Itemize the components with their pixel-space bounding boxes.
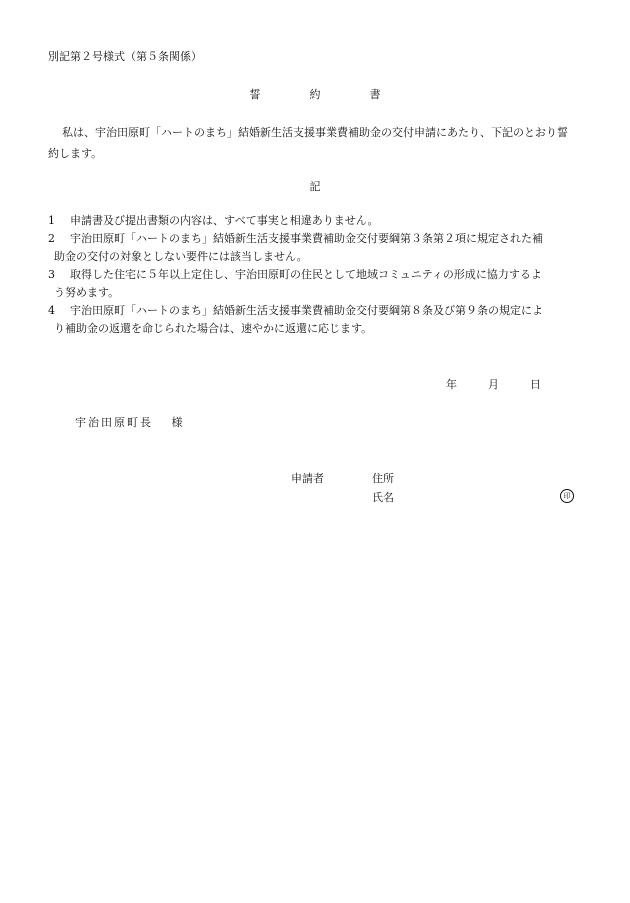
list-item (48, 212, 578, 230)
item-text-continued: り補助金の返還を命じられた場合は、速やかに返還に応じます。 (54, 322, 373, 335)
item-number: 1 (48, 214, 55, 227)
date-month: 月 (488, 378, 499, 391)
item-number: 3 (48, 268, 55, 281)
date-day: 日 (530, 378, 541, 391)
applicant-label: 申請者 (291, 472, 324, 485)
date-year: 年 (446, 378, 457, 391)
item-text: 申請書及び提出書類の内容は、すべて事実と相違ありません。 (70, 214, 379, 227)
form-label: 別記第２号様式（第５条関係） (48, 50, 202, 63)
name-label: 氏名 (372, 491, 394, 504)
pledge-list (48, 212, 578, 338)
address-label: 住所 (372, 472, 394, 485)
date-line (446, 378, 541, 392)
item-text-continued: う努めます。 (54, 286, 120, 299)
item-text: 宇治田原町「ハートのまち」結婚新生活支援事業費補助金交付要綱第３条第２項に規定された補 (70, 232, 543, 245)
item-number: 2 (48, 232, 55, 245)
addressee: 宇治田原町長 様 (75, 416, 185, 429)
list-item (48, 230, 578, 266)
item-text-continued: 助金の交付の対象としない要件には該当しません。 (54, 250, 308, 263)
list-item (48, 302, 578, 338)
document-title: 誓 約 書 (249, 88, 400, 101)
list-item (48, 266, 578, 302)
item-number: 4 (48, 304, 55, 317)
item-text: 宇治田原町「ハートのまち」結婚新生活支援事業費補助金交付要綱第８条及び第９条の規定によ (70, 304, 543, 317)
ki-heading: 記 (309, 180, 321, 193)
item-text: 取得した住宅に５年以上定住し、宇治田原町の住民として地域コミュニティの形成に協力するよ (70, 268, 542, 281)
intro-paragraph: 私は、宇治田原町「ハートのまち」結婚新生活支援事業費補助金の交付申請にあたり、下記のとおり誓約します。 (48, 126, 568, 160)
seal-mark: 印 (560, 489, 574, 503)
